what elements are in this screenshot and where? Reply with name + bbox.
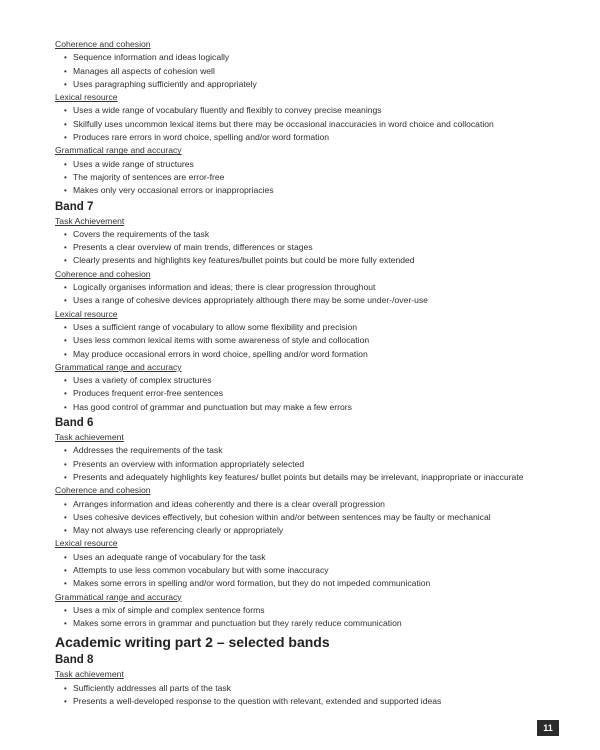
bullet-icon: • xyxy=(64,565,67,575)
bullet-text: Skilfully uses uncommon lexical items but there may be occasional inaccuracies in word choice and collocation xyxy=(73,118,494,129)
bullet-icon: • xyxy=(64,512,67,522)
criterion-heading: Task Achievement xyxy=(55,215,125,226)
criterion-heading: Grammatical range and accuracy xyxy=(55,361,182,372)
bullet-text: Uses paragraphing sufficiently and appropriately xyxy=(73,78,257,89)
bullet-text: Sufficiently addresses all parts of the task xyxy=(73,682,231,693)
bullet-text: Uses a range of cohesive devices appropriately although there may be some under-/over-use xyxy=(73,295,428,306)
bullet-item xyxy=(55,51,575,64)
band-heading: Band 7 xyxy=(55,200,94,213)
bullet-text: Arranges information and ideas coherently and there is a clear overall progression xyxy=(73,498,385,509)
bullet-item xyxy=(55,131,575,144)
bullet-text: Clearly presents and highlights key features/bullet points but could be more fully extended xyxy=(73,255,415,266)
bullet-text: Presents and adequately highlights key features/ bullet points but details may be irrelevant, inappropriate or inaccurate xyxy=(73,471,524,482)
bullet-icon: • xyxy=(64,172,67,182)
bullet-icon: • xyxy=(64,186,67,196)
bullet-item xyxy=(55,682,575,695)
bullet-item xyxy=(55,118,575,131)
bullet-icon: • xyxy=(64,389,67,399)
bullet-icon: • xyxy=(64,499,67,509)
bullet-item xyxy=(55,184,575,197)
bullet-icon: • xyxy=(64,446,67,456)
bullet-icon: • xyxy=(64,336,67,346)
bullet-text: Uses a wide range of vocabulary fluently and flexibly to convey precise meanings xyxy=(73,105,382,116)
bullet-icon: • xyxy=(64,283,67,293)
bullet-text: Sequence information and ideas logically xyxy=(73,52,230,63)
criterion-heading: Lexical resource xyxy=(55,308,118,319)
bullet-icon: • xyxy=(64,459,67,469)
bullet-icon: • xyxy=(64,697,67,707)
bullet-item xyxy=(55,604,575,617)
bullet-icon: • xyxy=(64,133,67,143)
bullet-text: Uses less common lexical items with some awareness of style and collocation xyxy=(73,335,370,346)
bullet-text: Attempts to use less common vocabulary but with some inaccuracy xyxy=(73,564,329,575)
criterion-heading: Task achievement xyxy=(55,432,124,443)
bullet-item xyxy=(55,334,575,347)
criterion-heading: Coherence and cohesion xyxy=(55,485,151,496)
bullet-item xyxy=(55,511,575,524)
bullet-text: Addresses the requirements of the task xyxy=(73,445,223,456)
bullet-item xyxy=(55,524,575,537)
bullet-icon: • xyxy=(64,256,67,266)
bullet-icon: • xyxy=(64,605,67,615)
bullet-text: Uses cohesive devices effectively, but cohesion within and/or between sentences may be faulty or mechanical xyxy=(73,511,491,522)
bullet-text: Uses a variety of complex structures xyxy=(73,375,212,386)
bullet-icon: • xyxy=(64,526,67,536)
bullet-text: Manages all aspects of cohesion well xyxy=(73,65,215,76)
bullet-text: May not always use referencing clearly or appropriately xyxy=(73,525,284,536)
band-heading: Band 8 xyxy=(55,654,94,667)
bullet-text: Has good control of grammar and punctuation but may make a few errors xyxy=(73,401,352,412)
criterion-heading: Grammatical range and accuracy xyxy=(55,145,182,156)
bullet-icon: • xyxy=(64,243,67,253)
bullet-text: Uses a mix of simple and complex sentence forms xyxy=(73,604,265,615)
bullet-text: Makes some errors in grammar and punctuation but they rarely reduce communication xyxy=(73,618,402,629)
bullet-text: Uses an adequate range of vocabulary for the task xyxy=(73,551,266,562)
bullet-icon: • xyxy=(64,66,67,76)
bullet-text: May produce occasional errors in word choice, spelling and/or word formation xyxy=(73,348,368,359)
bullet-icon: • xyxy=(64,159,67,169)
bullet-item xyxy=(55,228,575,241)
bullet-text: Presents a clear overview of main trends, differences or stages xyxy=(73,242,313,253)
bullet-item xyxy=(55,471,575,484)
bullet-item xyxy=(55,498,575,511)
bullet-item xyxy=(55,281,575,294)
bullet-item xyxy=(55,158,575,171)
bullet-icon: • xyxy=(64,349,67,359)
bullet-icon: • xyxy=(64,322,67,332)
bullet-text: Logically organises information and ideas; there is clear progression throughout xyxy=(73,282,376,293)
bullet-text: Makes some errors in spelling and/or word formation, but they do not impeded communication xyxy=(73,578,431,589)
criterion-heading: Lexical resource xyxy=(55,538,118,549)
criterion-heading: Coherence and cohesion xyxy=(55,268,151,279)
bullet-item xyxy=(55,564,575,577)
bullet-item xyxy=(55,104,575,117)
bullet-icon: • xyxy=(64,683,67,693)
bullet-icon: • xyxy=(64,53,67,63)
bullet-item xyxy=(55,374,575,387)
bullet-icon: • xyxy=(64,619,67,629)
bullet-item xyxy=(55,387,575,400)
bullet-text: Uses a wide range of structures xyxy=(73,158,194,169)
bullet-text: Produces frequent error-free sentences xyxy=(73,388,223,399)
bullet-icon: • xyxy=(64,552,67,562)
section-heading: Academic writing part 2 – selected bands xyxy=(55,634,330,651)
bullet-icon: • xyxy=(64,579,67,589)
bullet-text: Presents a well-developed response to the question with relevant, extended and supported ideas xyxy=(73,696,442,707)
bullet-item xyxy=(55,241,575,254)
bullet-item xyxy=(55,254,575,267)
bullet-icon: • xyxy=(64,472,67,482)
bullet-text: Presents an overview with information appropriately selected xyxy=(73,458,305,469)
bullet-text: Makes only very occasional errors or inappropriacies xyxy=(73,185,274,196)
bullet-item xyxy=(55,617,575,630)
bullet-icon: • xyxy=(64,119,67,129)
page-number: 11 xyxy=(537,720,559,736)
bullet-item xyxy=(55,458,575,471)
bullet-item xyxy=(55,695,575,708)
bullet-icon: • xyxy=(64,106,67,116)
bullet-item xyxy=(55,348,575,361)
bullet-item xyxy=(55,78,575,91)
bullet-item xyxy=(55,294,575,307)
bullet-text: Covers the requirements of the task xyxy=(73,228,210,239)
bullet-item xyxy=(55,551,575,564)
bullet-icon: • xyxy=(64,79,67,89)
bullet-item xyxy=(55,401,575,414)
bullet-text: The majority of sentences are error-free xyxy=(73,171,225,182)
bullet-icon: • xyxy=(64,296,67,306)
document-body xyxy=(55,38,575,708)
bullet-item xyxy=(55,444,575,457)
band-heading: Band 6 xyxy=(55,417,94,430)
criterion-heading: Coherence and cohesion xyxy=(55,39,151,49)
criterion-heading: Task achievement xyxy=(55,669,124,680)
bullet-text: Produces rare errors in word choice, spelling and/or word formation xyxy=(73,132,330,143)
bullet-icon: • xyxy=(64,402,67,412)
bullet-text: Uses a sufficient range of vocabulary to allow some flexibility and precision xyxy=(73,321,358,332)
bullet-item xyxy=(55,171,575,184)
bullet-icon: • xyxy=(64,376,67,386)
bullet-item xyxy=(55,321,575,334)
bullet-item xyxy=(55,65,575,78)
criterion-heading: Lexical resource xyxy=(55,92,118,103)
bullet-icon: • xyxy=(64,229,67,239)
criterion-heading: Grammatical range and accuracy xyxy=(55,591,182,602)
bullet-item xyxy=(55,577,575,590)
